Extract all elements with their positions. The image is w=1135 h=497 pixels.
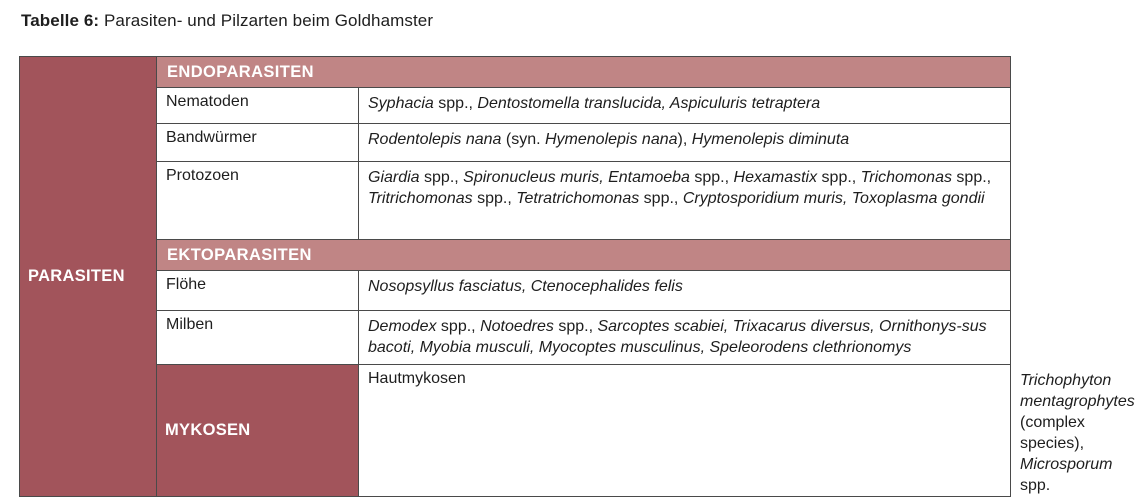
caption-text: Parasiten- und Pilzarten beim Goldhamster [103, 11, 434, 30]
row-name: Nematoden [157, 88, 359, 124]
row-species: Rodentolepis nana (syn. Hymenolepis nana), Hymenolepis diminuta [359, 124, 1011, 162]
category-parasiten: PARASITEN [20, 57, 157, 497]
table-row [20, 311, 1011, 365]
table-row [20, 162, 1011, 240]
table-row: MYKOSEN Hautmykosen Trichophyton mentagrophytes (complex species), Microsporum spp. [20, 365, 1011, 497]
category-mykosen: MYKOSEN [157, 365, 359, 497]
row-name: Flöhe [157, 271, 359, 311]
parasite-table [19, 56, 1135, 497]
row-species: Giardia spp., Spironucleus muris, Entamoeba spp., Hexamastix spp., Trichomonas spp., Tritrichomonas spp., Tetratrichomonas spp., Cryptosporidium muris, Toxoplasma gondii [359, 162, 1011, 240]
table-row [20, 57, 1011, 88]
section-ektoparasiten: EKTOPARASITEN [157, 240, 1011, 271]
table-row [20, 88, 1011, 124]
table-row [20, 271, 1011, 311]
table-row [20, 240, 1011, 271]
table-caption [21, 11, 433, 31]
row-name: Milben [157, 311, 359, 365]
row-name: Protozoen [157, 162, 359, 240]
row-name: Bandwürmer [157, 124, 359, 162]
row-species: Syphacia spp., Dentostomella translucida, Aspiculuris tetraptera [359, 88, 1011, 124]
row-species: Nosopsyllus fasciatus, Ctenocephalides felis [359, 271, 1011, 311]
caption-label: Tabelle 6: [21, 11, 100, 30]
row-name: Hautmykosen [359, 365, 1011, 497]
table-row [20, 124, 1011, 162]
section-endoparasiten: ENDOPARASITEN [157, 57, 1011, 88]
row-species: Demodex spp., Notoedres spp., Sarcoptes scabiei, Trixacarus diversus, Ornithonys-sus bacoti, Myobia musculi, Myocoptes musculinus, Speleorodens clethrionomys [359, 311, 1011, 365]
